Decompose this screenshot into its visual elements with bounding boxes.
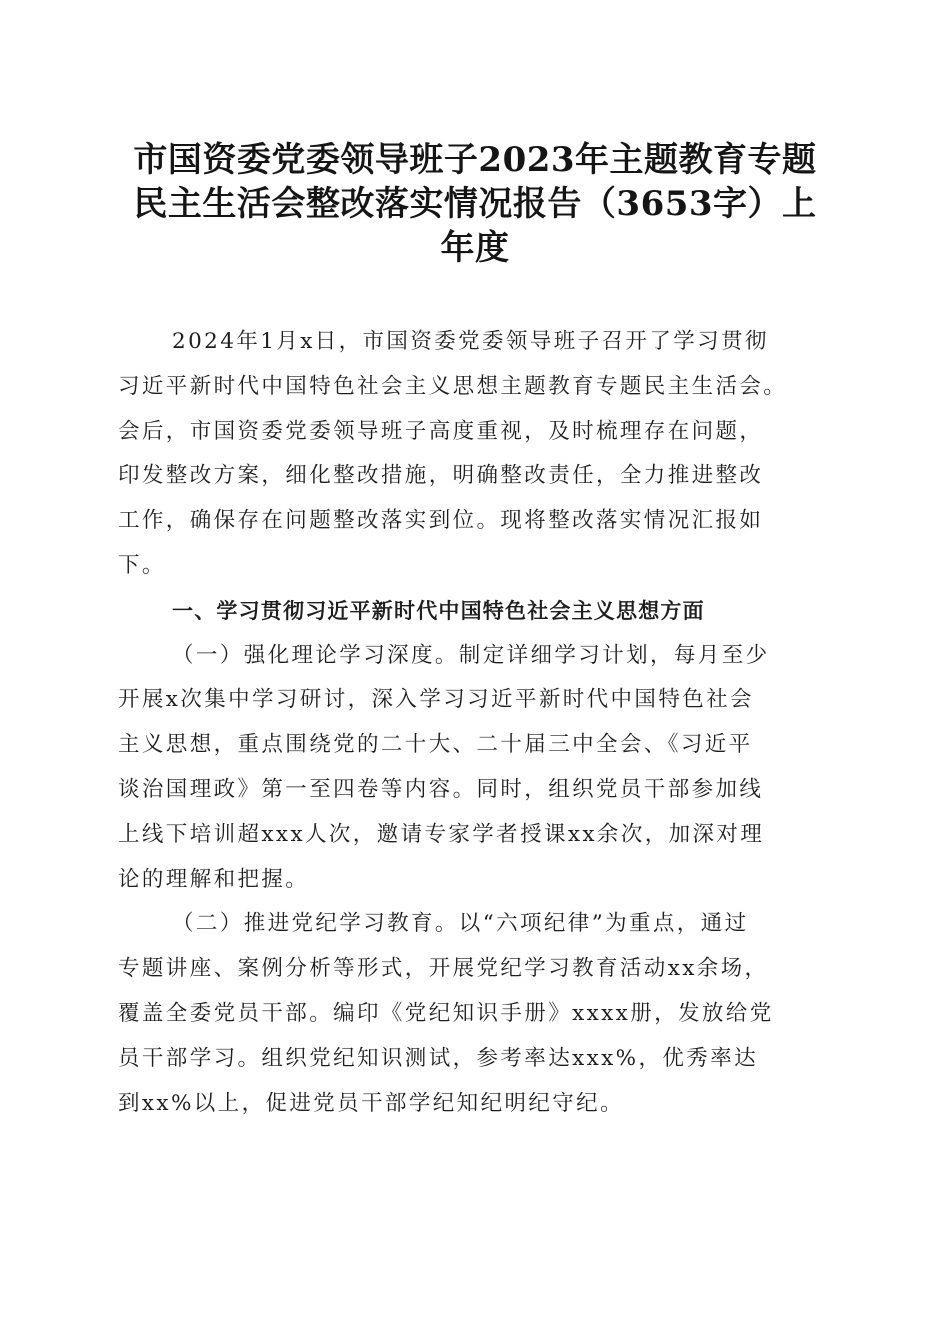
paragraph-line: 覆盖全委党员干部。编印《党纪知识手册》xxxx册，发放给党: [118, 1000, 774, 1026]
paragraph-line: 下。: [118, 552, 166, 578]
paragraph-line: （一）强化理论学习深度。制定详细学习计划，每月至少: [172, 642, 770, 668]
title-line: 年度: [440, 228, 510, 268]
paragraph-line: 印发整改方案，细化整改措施，明确整改责任，全力推进整改: [118, 463, 764, 489]
section-one-heading: 一、学习贯彻习近平新时代中国特色社会主义思想方面: [172, 598, 705, 623]
item-one-paragraph: [118, 634, 844, 903]
item-two-paragraph: [118, 902, 844, 1126]
title-line: 市国资委党委领导班子2023年主题教育专题: [133, 140, 817, 180]
paragraph-line: 上线下培训超xxx人次，邀请专家学者授课xx余次，加深对理: [118, 821, 765, 847]
paragraph-line: 论的理解和把握。: [118, 866, 310, 892]
paragraph-line: 主义思想，重点围绕党的二十大、二十届三中全会、《习近平: [118, 732, 753, 758]
paragraph-line: 习近平新时代中国特色社会主义思想主题教育专题民主生活会。: [118, 373, 788, 399]
paragraph-line: 到xx%以上，促进党员干部学纪知纪明纪守纪。: [118, 1090, 624, 1116]
paragraph-line: 会后，市国资委党委领导班子高度重视，及时梳理存在问题，: [118, 418, 764, 444]
title-line: 民主生活会整改落实情况报告（3653字）上: [133, 184, 817, 224]
intro-paragraph: [118, 320, 844, 589]
paragraph-line: 开展x次集中学习研讨，深入学习习近平新时代中国特色社会: [118, 687, 754, 713]
paragraph-line: 谈治国理政》第一至四卷等内容。同时，组织党员干部参加线: [118, 776, 764, 802]
paragraph-line: 工作，确保存在问题整改落实到位。现将整改落实情况汇报如: [118, 508, 764, 534]
document-title: [110, 138, 840, 270]
document-body: [118, 320, 844, 1126]
paragraph-line: 2024年1月x日，市国资委党委领导班子召开了学习贯彻: [172, 329, 769, 354]
paragraph-line: （二）推进党纪学习教育。以“六项纪律”为重点，通过: [172, 911, 749, 937]
section-heading: [118, 589, 844, 634]
paragraph-line: 员干部学习。组织党纪知识测试，参考率达xxx%，优秀率达: [118, 1045, 759, 1071]
paragraph-line: 专题讲座、案例分析等形式，开展党纪学习教育活动xx余场，: [118, 956, 769, 982]
